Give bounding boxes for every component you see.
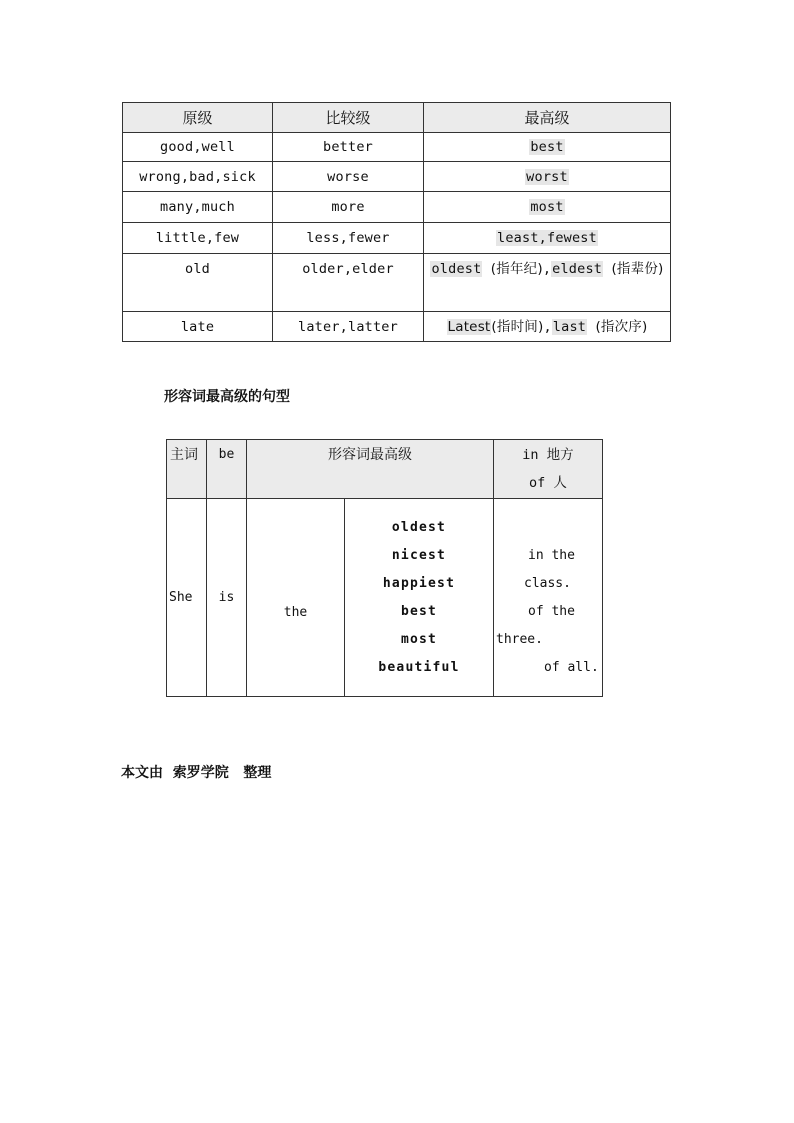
table-row [123,133,671,162]
subject-cell: She [167,499,207,697]
base-cell: late [123,312,273,342]
superlative-cell [424,312,671,342]
superlative-word: Latest [447,318,491,335]
comparative-cell: older,elder [273,254,424,312]
superlative-note: (指辈份) [611,261,664,277]
superlative-word: oldest [431,261,482,277]
header-adjective-superlative: 形容词最高级 [247,440,494,499]
base-cell: good,well [123,133,273,162]
comparison-degree-table [122,102,671,342]
superlative-word: nicest [391,547,447,563]
table-row [123,192,671,223]
superlative-cell [424,192,671,223]
superlative-note: (指次序) [595,318,648,335]
base-cell: many,much [123,192,273,223]
superlative-text: least,fewest [497,230,597,246]
phrase-line: class. [524,575,571,591]
superlative-word: oldest [391,519,447,535]
superlative-text: most [530,199,564,215]
phrase-line: of the [528,603,575,619]
footer-credit: 本文由 索罗学院 整理 [121,765,272,781]
comparative-cell: worse [273,162,424,192]
base-cell: little,few [123,223,273,254]
superlative-text: best [530,139,564,155]
superlative-cell [424,162,671,192]
header-superlative: 最高级 [424,103,671,133]
header-place-line: in 地方 [522,447,574,463]
superlatives-cell [345,499,494,697]
superlative-pattern-table [166,439,603,697]
article-cell: the [247,499,345,697]
superlative-word: beautiful [378,659,460,675]
phrase-line: three. [496,631,543,647]
pattern-table-body-row [167,499,603,697]
comparative-cell: later,latter [273,312,424,342]
superlative-word: eldest [552,261,603,277]
section-title: 形容词最高级的句型 [164,389,290,405]
comparative-cell: better [273,133,424,162]
comparison-table-header-row [123,103,671,133]
table-row [123,312,671,342]
superlative-cell [424,223,671,254]
superlative-text: worst [526,168,568,185]
superlative-cell [424,133,671,162]
phrase-line: in the [528,547,575,563]
superlative-note: (指时间) [491,318,544,335]
phrase-cell [494,499,603,697]
separator: , [542,261,552,277]
header-person-line: of 人 [529,475,567,491]
superlative-cell [424,254,671,312]
separator: , [543,318,552,335]
superlative-word: best [400,603,438,619]
pattern-table-header-row [167,440,603,499]
superlative-word: happiest [382,575,456,591]
superlative-word: most [400,631,438,647]
table-row [123,162,671,192]
be-cell: is [207,499,247,697]
table-row [123,254,671,312]
header-place-person [494,440,603,499]
superlative-word: last [552,318,587,335]
header-comparative: 比较级 [273,103,424,133]
header-subject: 主词 [167,440,207,499]
table-row [123,223,671,254]
comparative-cell: less,fewer [273,223,424,254]
comparative-cell: more [273,192,424,223]
header-base-form: 原级 [123,103,273,133]
base-cell: old [123,254,273,312]
base-cell: wrong,bad,sick [123,162,273,192]
header-be: be [207,440,247,499]
phrase-line: of all. [544,659,599,675]
superlative-note: (指年纪) [490,261,543,277]
